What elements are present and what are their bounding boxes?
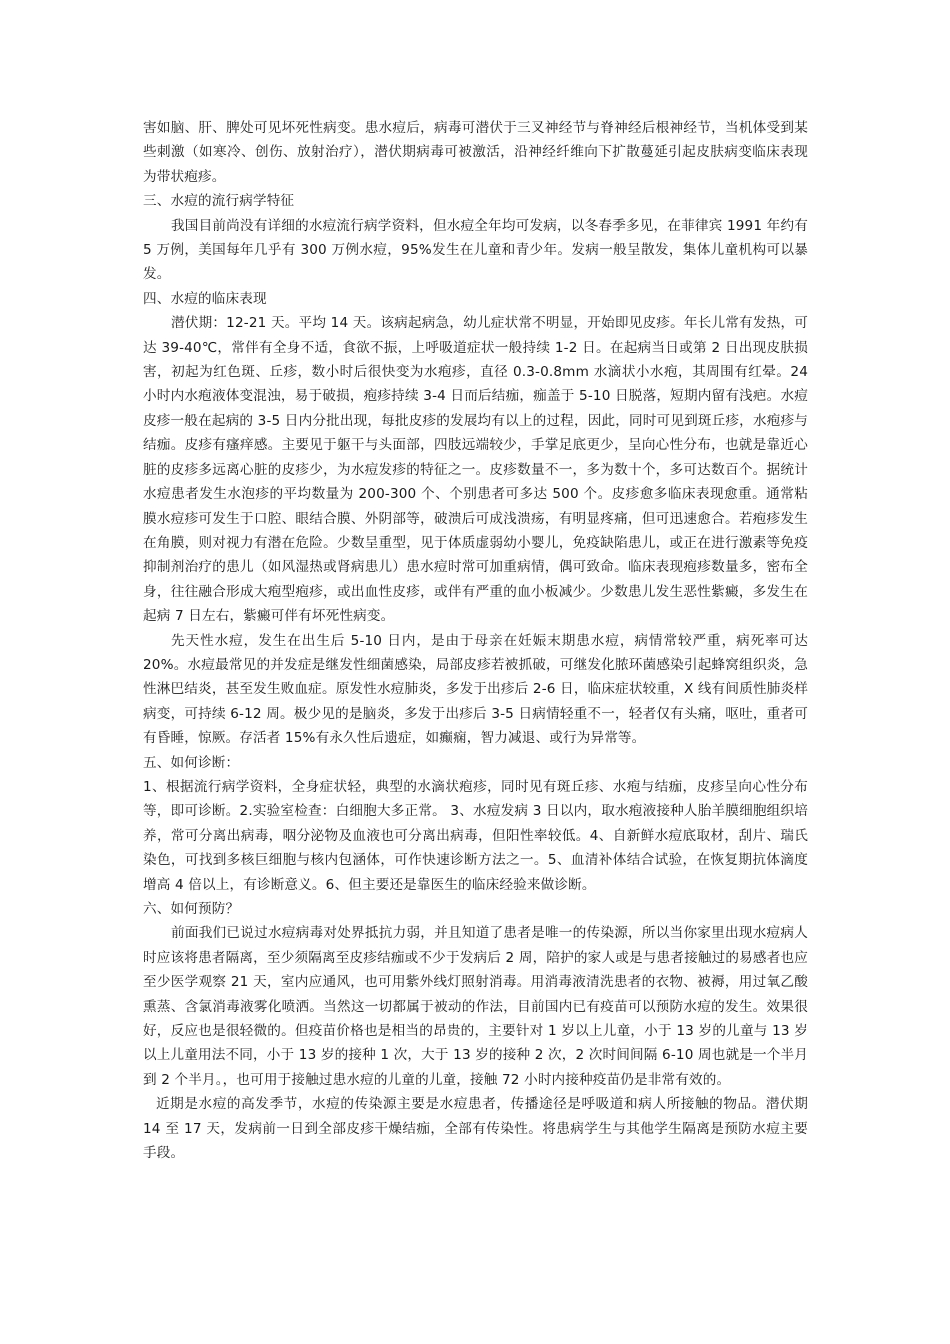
- body-paragraph: 前面我们已说过水痘病毒对处界抵抗力弱，并且知道了患者是唯一的传染源，所以当你家里出现水痘病人时应该将患者隔离，至少须隔离至皮疹结痂或不少于发病后 2 周，陪护的家人或是与患者接触过的易感者也应至少医学观察 21 天，室内应通风，也可用紫外线灯照射消毒。用消毒液清洗患者的衣物、被褥，用过氧乙酸熏蒸、含氯消毒液雾化喷洒。当然这一切都属于被动的作法，目前国内已有疫苗可以预防水痘的发生。效果很好，反应也是很轻微的。但疫苗价格也是相当的昂贵的，主要针对 1 岁以上儿童，小于 13 岁的儿童与 13 岁以上儿童用法不同，小于 13 岁的接种 1 次，大于 13 岁的接种 2 次，2 次时间间隔 6-10 周也就是一个半月到 2 个半月。，也可用于接触过患水痘的儿童的儿童，接触 72 小时内接种疫苗仍是非常有效的。: [143, 925, 808, 1088]
- section-heading: 四、水痘的临床表现: [143, 290, 267, 307]
- body-paragraph: 潜伏期：12-21 天。平均 14 天。该病起病急，幼儿症状常不明显，开始即见皮疹。年长儿常有发热，可达 39-40℃，常伴有全身不适，食欲不振，上呼吸道症状一般持续 1-2 日。在起病当日或第 2 日出现皮肤损害，初起为红色斑、丘疹，数小时后很快变为水疱疹，直径 0.3-0.8mm 水滴状小水疱，其周围有红晕。24 小时内水疱液体变混浊，易于破损，疱疹持续 3-4 日而后结痂，痂盖于 5-10 日脱落，短期内留有浅疤。水痘皮疹一般在起病的 3-5 日内分批出现，每批皮疹的发展均有以上的过程，因此，同时可见到斑丘疹，水疱疹与结痂。皮疹有瘙痒感。主要见于躯干与头面部，四肢远端较少，手掌足底更少，呈向心性分布，也就是靠近心脏的皮疹多远离心脏的皮疹少，为水痘发疹的特征之一。皮疹数量不一，多为数十个，多可达数百个。据统计水痘患者发生水泡疹的平均数量为 200-300 个、个别患者可多达 500 个。皮疹愈多临床表现愈重。通常粘膜水痘疹可发生于口腔、眼结合膜、外阴部等，破溃后可成浅溃疡，有明显疼痛，但可迅速愈合。若疱疹发生在角膜，则对视力有潜在危险。少数呈重型，见于体质虚弱幼小婴儿，免疫缺陷患儿，或正在进行激素等免疫抑制剂治疗的患儿（如风湿热或肾病患儿）患水痘时常可加重病情，偶可致命。临床表现疱疹数量多，密布全身，往往融合形成大疱型疱疹，或出血性皮疹，或伴有严重的血小板减少。少数患儿发生恶性紫癜，多发生在起病 7 日左右，紫癜可伴有坏死性病变。: [143, 315, 808, 625]
- document-page: [143, 116, 808, 1165]
- body-paragraph: 先天性水痘，发生在出生后 5-10 日内，是由于母亲在妊娠末期患水痘，病情常较严重，病死率可达 20%。水痘最常见的并发症是继发性细菌感染，局部皮疹若被抓破，可继发化脓环菌感染引起蜂窝组织炎，急性淋巴结炎，甚至发生败血症。原发性水痘肺炎，多发于出疹后 2-6 日，临床症状较重，X 线有间质性肺炎样病变，可持续 6-12 周。极少见的是脑炎，多发于出疹后 3-5 日病情轻重不一，轻者仅有头痛，呕吐，重者可有昏睡，惊厥。存活者 15%有永久性后遗症，如癫痫，智力减退、或行为异常等。: [143, 632, 808, 747]
- body-paragraph: 害如脑、肝、脾处可见坏死性病变。患水痘后，病毒可潜伏于三叉神经节与脊神经后根神经节，当机体受到某些刺激（如寒冷、创伤、放射治疗），潜伏期病毒可被激活，沿神经纤维向下扩散蔓延引起皮肤病变临床表现为带状疱疹。: [143, 120, 808, 185]
- body-paragraph: 近期是水痘的高发季节，水痘的传染源主要是水痘患者，传播途径是呼吸道和病人所接触的物品。潜伏期 14 至 17 天，发病前一日到全部皮疹干燥结痂，全部有传染性。将患病学生与其他学生隔离是预防水痘主要手段。: [143, 1096, 808, 1162]
- body-paragraph: 我国目前尚没有详细的水痘流行病学资料，但水痘全年均可发病，以冬春季多见，在菲律宾 1991 年约有 5 万例，美国每年几乎有 300 万例水痘，95%发生在儿童和青少年。发病一般呈散发，集体儿童机构可以暴发。: [143, 217, 808, 283]
- section-heading: 五、如何诊断：: [143, 754, 240, 771]
- section-heading: 三、水痘的流行病学特征: [143, 193, 295, 210]
- section-heading: 六、如何预防？: [143, 901, 240, 917]
- body-paragraph: 1、根据流行病学资料，全身症状轻，典型的水滴状疱疹，同时见有斑丘疹、水疱与结痂，皮疹呈向心性分布等，即可诊断。2.实验室检查：白细胞大多正常。 3、水痘发病 3 日以内，取水疱液接种人胎羊膜细胞组织培养，常可分离出病毒，咽分泌物及血液也可分离出病毒，但阳性率较低。4、自新鲜水痘底取材，刮片、瑞氏染色，可找到多核巨细胞与核内包涵体，可作快速诊断方法之一。5、血清补体结合试验，在恢复期抗体滴度增高 4 倍以上，有诊断意义。6、但主要还是靠医生的临床经验来做诊断。: [143, 778, 808, 893]
